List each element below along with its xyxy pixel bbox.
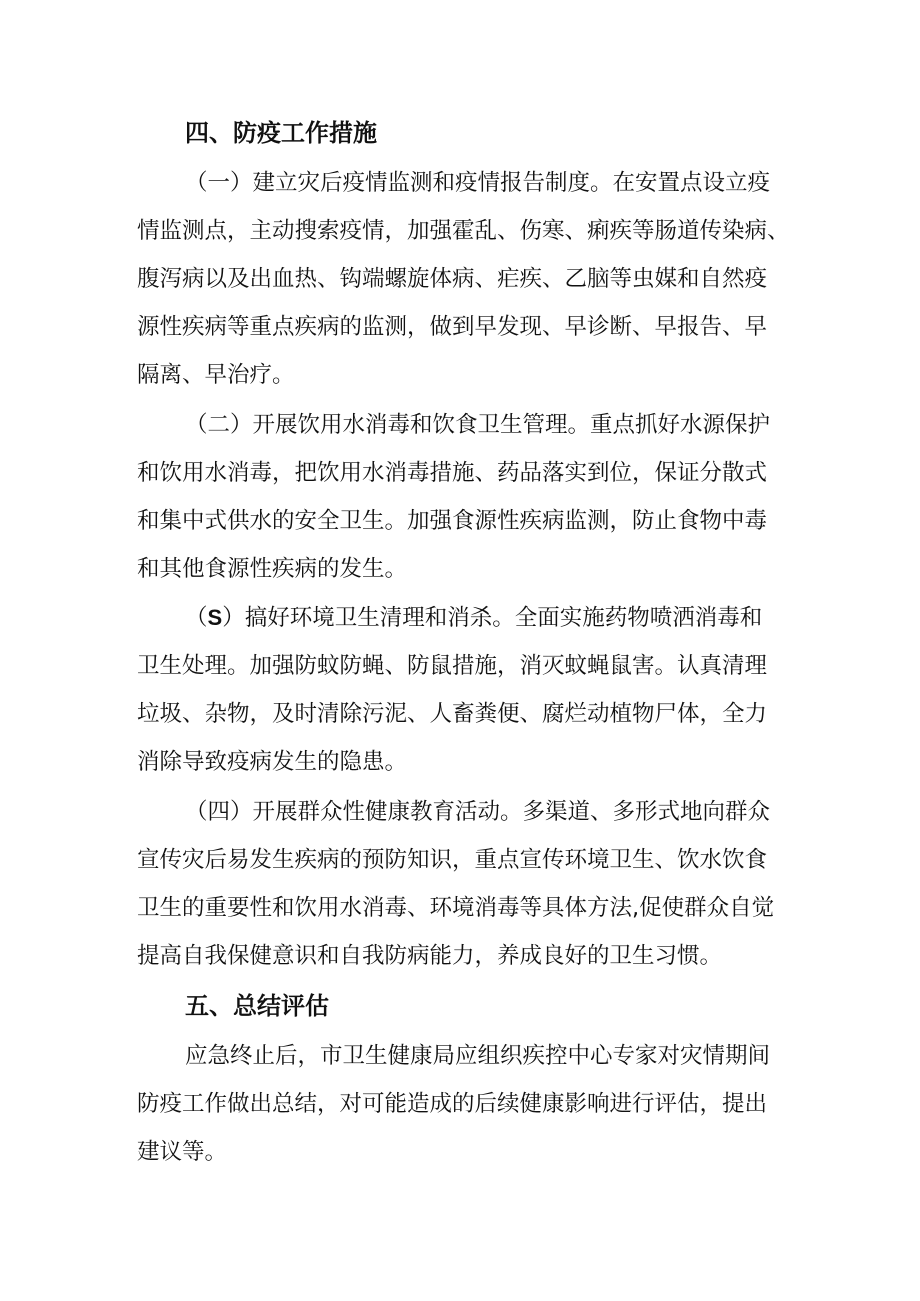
paragraph-line: （四）开展群众性健康教育活动。多渠道、多形式地向群众 bbox=[185, 799, 771, 825]
paragraph-line: 和集中式供水的安全卫生。加强食源性疾病监测，防止食物中毒 bbox=[137, 508, 768, 534]
paragraph-line: 和饮用水消毒，把饮用水消毒措施、药品落实到位，保证分散式 bbox=[137, 460, 768, 486]
paren-open: （ bbox=[185, 605, 208, 631]
paragraph-line: 宣传灾后易发生疾病的预防知识，重点宣传环境卫生、饮水饮食 bbox=[137, 847, 768, 873]
paragraph-line: （一）建立灾后疫情监测和疫情报告制度。在安置点设立疫 bbox=[185, 170, 771, 196]
paragraph-line: 垃圾、杂物，及时清除污泥、人畜粪便、腐烂动植物尸体，全力 bbox=[137, 701, 768, 727]
paragraph-line: 腹泻病以及出血热、钩端螺旋体病、疟疾、乙脑等虫媒和自然疫 bbox=[137, 266, 768, 292]
paragraph-line bbox=[185, 603, 762, 633]
paragraph-line: 提高自我保健意识和自我防病能力，养成良好的卫生习惯。 bbox=[137, 943, 723, 969]
section-heading-5: 五、总结评估 bbox=[185, 992, 329, 1020]
paragraph-line: 消除导致疫病发生的隐患。 bbox=[137, 749, 408, 775]
item-marker: S bbox=[207, 605, 223, 630]
paragraph-line: 建议等。 bbox=[137, 1139, 228, 1165]
paragraph-line: 和其他食源性疾病的发生。 bbox=[137, 556, 408, 582]
paragraph-line: 卫生处理。加强防蚊防蝇、防鼠措施，消灭蚊蝇鼠害。认真清理 bbox=[137, 653, 768, 679]
paragraph-line: 隔离、早治疗。 bbox=[137, 362, 295, 388]
paragraph-line: （二）开展饮用水消毒和饮食卫生管理。重点抓好水源保护 bbox=[185, 412, 771, 438]
paragraph-line: 卫生的重要性和饮用水消毒、环境消毒等具体方法,促使群众自觉 bbox=[137, 895, 775, 921]
section-heading-4: 四、防疫工作措施 bbox=[185, 119, 377, 147]
paragraph-line: 防疫工作做出总结，对可能造成的后续健康影响进行评估，提出 bbox=[137, 1091, 768, 1117]
paragraph-line: 源性疾病等重点疾病的监测，做到早发现、早诊断、早报告、早 bbox=[137, 314, 768, 340]
paragraph-line: 情监测点，主动搜索疫情，加强霍乱、伤寒、痢疾等肠道传染病、 bbox=[137, 218, 790, 244]
paragraph-line: 应急终止后，市卫生健康局应组织疾控中心专家对灾情期间 bbox=[185, 1043, 771, 1069]
line-text: ）搞好环境卫生清理和消杀。全面实施药物喷洒消毒和 bbox=[222, 605, 763, 631]
